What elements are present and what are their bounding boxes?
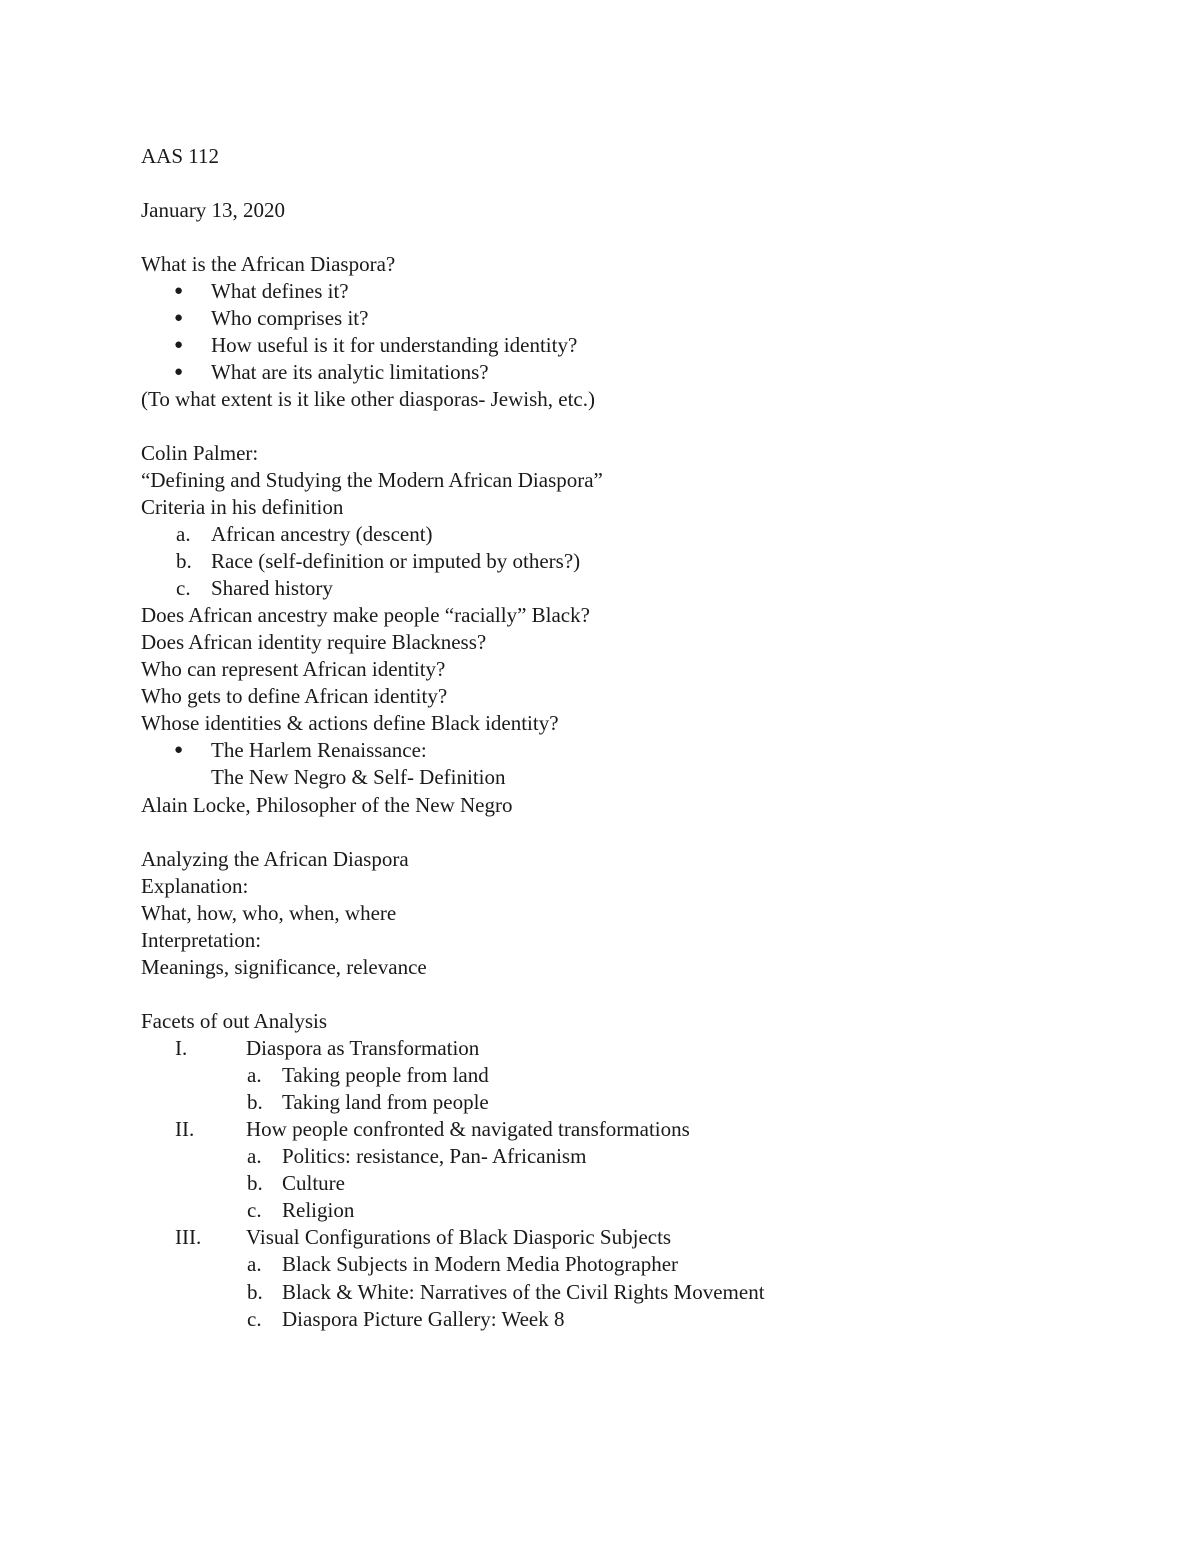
list-item: Shared history [211, 576, 333, 600]
question-line: Who gets to define African identity? [141, 684, 448, 708]
list-marker: c. [176, 576, 191, 600]
bullet-icon: ● [174, 283, 184, 299]
question-line: Whose identities & actions define Black identity? [141, 711, 559, 735]
section1-question: What is the African Diaspora? [141, 252, 396, 276]
outline-item: Visual Configurations of Black Diasporic Subjects [246, 1225, 672, 1249]
outline-subitem: Religion [282, 1198, 355, 1222]
text-line: What, how, who, when, where [141, 901, 397, 925]
section3-title: Analyzing the African Diaspora [141, 847, 409, 871]
outline-item: Diaspora as Transformation [246, 1036, 480, 1060]
list-marker: b. [247, 1280, 263, 1304]
text-line: Interpretation: [141, 928, 262, 952]
section4-title: Facets of out Analysis [141, 1009, 328, 1033]
bullet-icon: ● [174, 310, 184, 326]
list-item: Race (self-definition or imputed by others?) [211, 549, 581, 573]
list-marker: a. [247, 1144, 262, 1168]
text-line: Meanings, significance, relevance [141, 955, 427, 979]
author-name: Colin Palmer: [141, 441, 259, 465]
question-line: Does African ancestry make people “racially” Black? [141, 603, 590, 627]
roman-marker: II. [175, 1117, 195, 1141]
list-item-continuation: The New Negro & Self- Definition [211, 765, 506, 789]
bullet-icon: ● [174, 742, 184, 758]
list-item: The Harlem Renaissance: [211, 738, 427, 762]
roman-marker: I. [175, 1036, 188, 1060]
outline-subitem: Diaspora Picture Gallery: Week 8 [282, 1307, 565, 1331]
work-title: “Defining and Studying the Modern African Diaspora” [141, 468, 603, 492]
list-marker: a. [247, 1252, 262, 1276]
course-code: AAS 112 [141, 144, 219, 168]
list-item: Who comprises it? [211, 306, 369, 330]
list-marker: b. [247, 1171, 263, 1195]
criteria-heading: Criteria in his definition [141, 495, 344, 519]
outline-subitem: Black & White: Narratives of the Civil Rights Movement [282, 1280, 765, 1304]
list-item: African ancestry (descent) [211, 522, 433, 546]
bullet-icon: ● [174, 337, 184, 353]
outline-subitem: Taking land from people [282, 1090, 489, 1114]
list-marker: c. [247, 1198, 262, 1222]
section1-note: (To what extent is it like other diasporas- Jewish, etc.) [141, 387, 595, 411]
bullet-icon: ● [174, 364, 184, 380]
lecture-date: January 13, 2020 [141, 198, 286, 222]
list-marker: b. [247, 1090, 263, 1114]
list-marker: b. [176, 549, 192, 573]
outline-item: How people confronted & navigated transformations [246, 1117, 690, 1141]
list-item: How useful is it for understanding identity? [211, 333, 578, 357]
list-item: What are its analytic limitations? [211, 360, 489, 384]
list-marker: c. [247, 1307, 262, 1331]
outline-subitem: Culture [282, 1171, 345, 1195]
question-line: Does African identity require Blackness? [141, 630, 487, 654]
outline-subitem: Politics: resistance, Pan- Africanism [282, 1144, 587, 1168]
list-marker: a. [247, 1063, 262, 1087]
outline-subitem: Taking people from land [282, 1063, 489, 1087]
roman-marker: III. [175, 1225, 202, 1249]
list-item: What defines it? [211, 279, 349, 303]
closing-line: Alain Locke, Philosopher of the New Negro [141, 793, 513, 817]
list-marker: a. [176, 522, 191, 546]
outline-subitem: Black Subjects in Modern Media Photographer [282, 1252, 679, 1276]
question-line: Who can represent African identity? [141, 657, 446, 681]
text-line: Explanation: [141, 874, 249, 898]
